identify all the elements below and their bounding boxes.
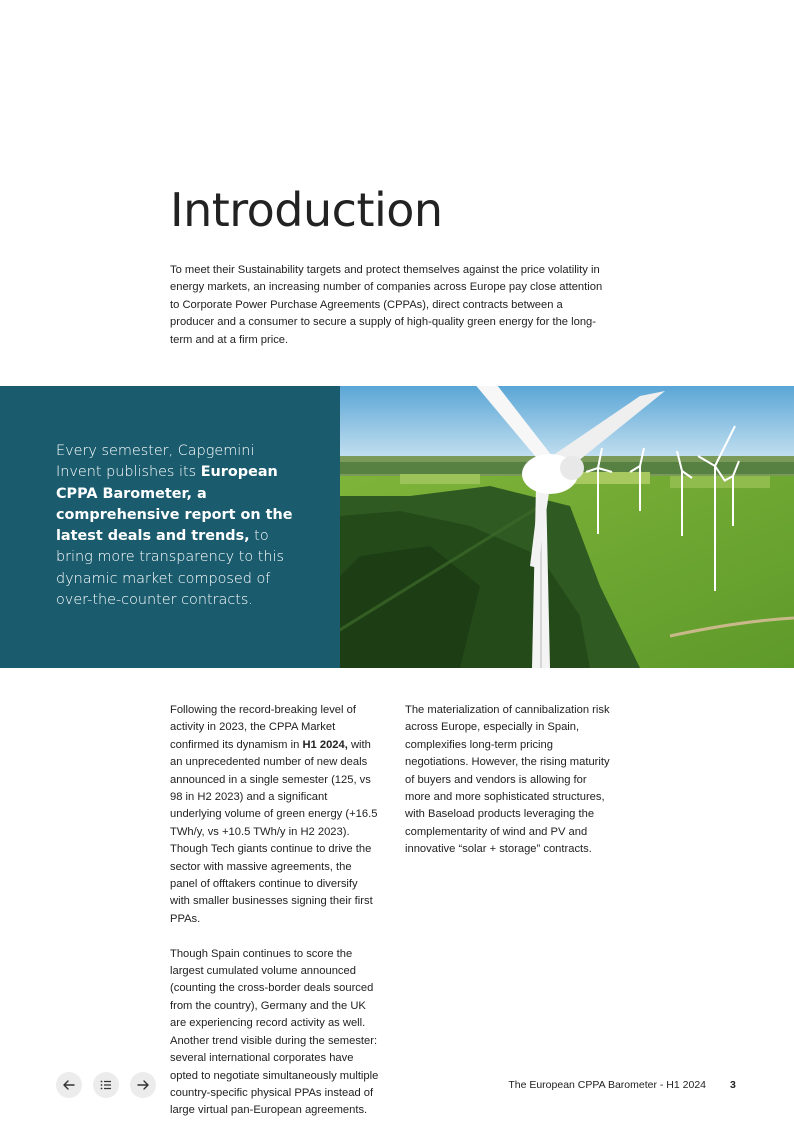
page-navigation	[56, 1072, 156, 1098]
arrow-right-icon	[136, 1078, 150, 1092]
pull-quote	[56, 441, 301, 611]
page-title: Introduction	[170, 183, 443, 237]
contents-button[interactable]	[93, 1072, 119, 1098]
wind-turbines-photo	[340, 386, 794, 668]
feature-band	[0, 386, 794, 668]
page-number: 3	[730, 1079, 736, 1091]
p1-start: Following the record-breaking level of activity in 2023, the CPPA Market confirmed its dynamism in	[170, 704, 356, 751]
p1-highlight: H1 2024,	[302, 738, 348, 751]
quote-panel	[0, 386, 340, 668]
quote-text-start: Every semester, Capgemini Invent publishes its	[56, 443, 255, 481]
body-column-right	[405, 702, 615, 876]
p1-end: with an unprecedented number of new deals announced in a single semester (125, vs 98 in H2 2023) and a significant underlying volume of green energy (+16.5 TWh/y, vs +10.5 TWh/y in H2 2023). Though Tech giants continue to drive the sector with massive agreements, the panel of offtakers continue to diversify with smaller businesses signing their first PPAs.	[170, 738, 378, 925]
list-icon	[99, 1078, 113, 1092]
quote-text-end: to bring more transparency to this dynamic market composed of over-the-counter contracts.	[56, 528, 285, 609]
footer-document-title: The European CPPA Barometer - H1 2024	[508, 1079, 706, 1091]
next-page-button[interactable]	[130, 1072, 156, 1098]
prev-page-button[interactable]	[56, 1072, 82, 1098]
body-paragraph-2: Though Spain continues to score the largest cumulated volume announced (counting the cross-border deals sourced from the country), Germany and the UK are experiencing record activity as well. Another trend visible during the semester: several international corporates have opted to negotiate simultaneously multiple country-specific physical PPAs instead of large virtual pan-European agreements.	[170, 947, 379, 1117]
quote-highlight: European CPPA Barometer, a comprehensive report on the latest deals and trends,	[56, 464, 293, 545]
intro-paragraph: To meet their Sustainability targets and protect themselves against the price volatility in energy markets, an increasing number of companies across Europe pay close attention to Corporate Power Purchase Agreements (CPPAs), direct contracts between a producer and a consumer to secure a supply of high-quality green energy for the long-term and at a firm price.	[170, 264, 603, 346]
body-paragraph-1	[170, 702, 380, 928]
body-paragraph-3: The materialization of cannibalization risk across Europe, especially in Spain, complexifies long-term pricing negotiations. However, the rising maturity of buyers and vendors is allowing for more and more sophisticated structures, with Baseload products leveraging the complementarity of wind and PV and innovative “solar + storage” contracts.	[405, 704, 610, 856]
arrow-left-icon	[62, 1078, 76, 1092]
body-column-left	[170, 702, 380, 1137]
